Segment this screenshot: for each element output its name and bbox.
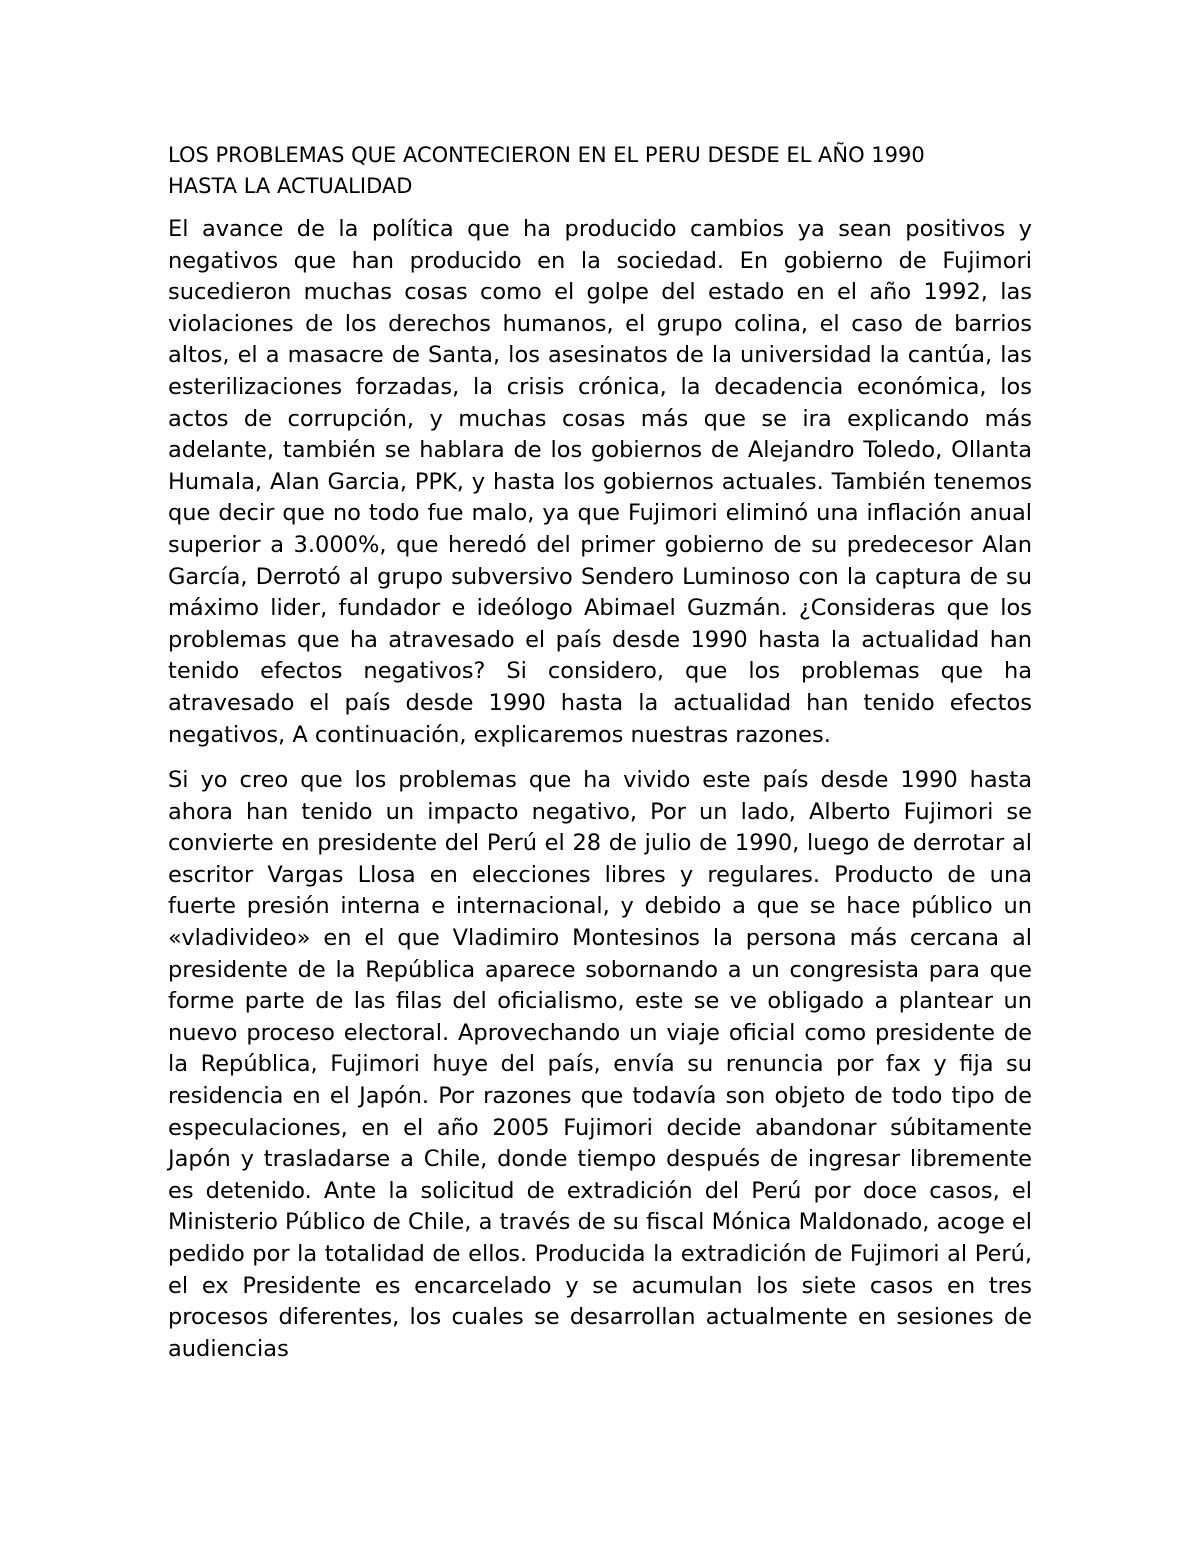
paragraph-fujimori: Si yo creo que los problemas que ha vivido este país desde 1990 hasta ahora han tenido un impacto negativo, Por un lado, Alberto Fujimori se convierte en presidente del Perú el 28 de julio de 1990, luego de derrotar al escritor Vargas Llosa en elecciones libres y regulares. Producto de una fuerte presión interna e internacional, y debido a que se hace público un «vladivideo» en el que Vladimiro Montesinos la persona más cercana al presidente de la República aparece sobornando a un congresista para que forme parte de las filas del oficialismo, este se ve obligado a plantear un nuevo proceso electoral. Aprovechando un viaje oficial como presidente de la República, Fujimori huye del país, envía su renuncia por fax y fija su residencia en el Japón. Por razones que todavía son objeto de todo tipo de especulaciones, en el año 2005 Fujimori decide abandonar súbitamente Japón y trasladarse a Chile, donde tiempo después de ingresar libremente es detenido. Ante la solicitud de extradición del Perú por doce casos, el Ministerio Público de Chile, a través de su fiscal Mónica Maldonado, acoge el pedido por la totalidad de ellos. Producida la extradición de Fujimori al Perú, el ex Presidente es encarcelado y se acumulan los siete casos en tres procesos diferentes, los cuales se desarrollan actualmente en sesiones de audiencias [168,767,1032,1362]
title-line-2: HASTA LA ACTUALIDAD [168,174,413,198]
paragraph-introduction: El avance de la política que ha producido cambios ya sean positivos y negativos que han producido en la sociedad. En gobierno de Fujimori sucedieron muchas cosas como el golpe del estado en el año 1992, las violaciones de los derechos humanos, el grupo colina, el caso de barrios altos, el a masacre de Santa, los asesinatos de la universidad la cantúa, las esterilizaciones forzadas, la crisis crónica, la decadencia económica, los actos de corrupción, y muchas cosas más que se ira explicando más adelante, también se hablara de los gobiernos de Alejandro Toledo, Ollanta Humala, Alan Garcia, PPK, y hasta los gobiernos actuales. También tenemos que decir que no todo fue malo, ya que Fujimori eliminó una inflación anual superior a 3.000%, que heredó del primer gobierno de su predecesor Alan García, Derrotó al grupo subversivo Sendero Luminoso con la captura de su máximo lider, fundador e ideólogo Abimael Guzmán. ¿Consideras que los problemas que ha atravesado el país desde 1990 hasta la actualidad han tenido efectos negativos? Si considero, que los problemas que ha atravesado el país desde 1990 hasta la actualidad han tenido efectos negativos, A continuación, explicaremos nuestras razones. [168,216,1032,748]
title-line-1: LOS PROBLEMAS QUE ACONTECIERON EN EL PERU DESDE EL AÑO 1990 [168,143,925,167]
document-body [168,140,1032,1379]
document-title [168,140,1032,202]
